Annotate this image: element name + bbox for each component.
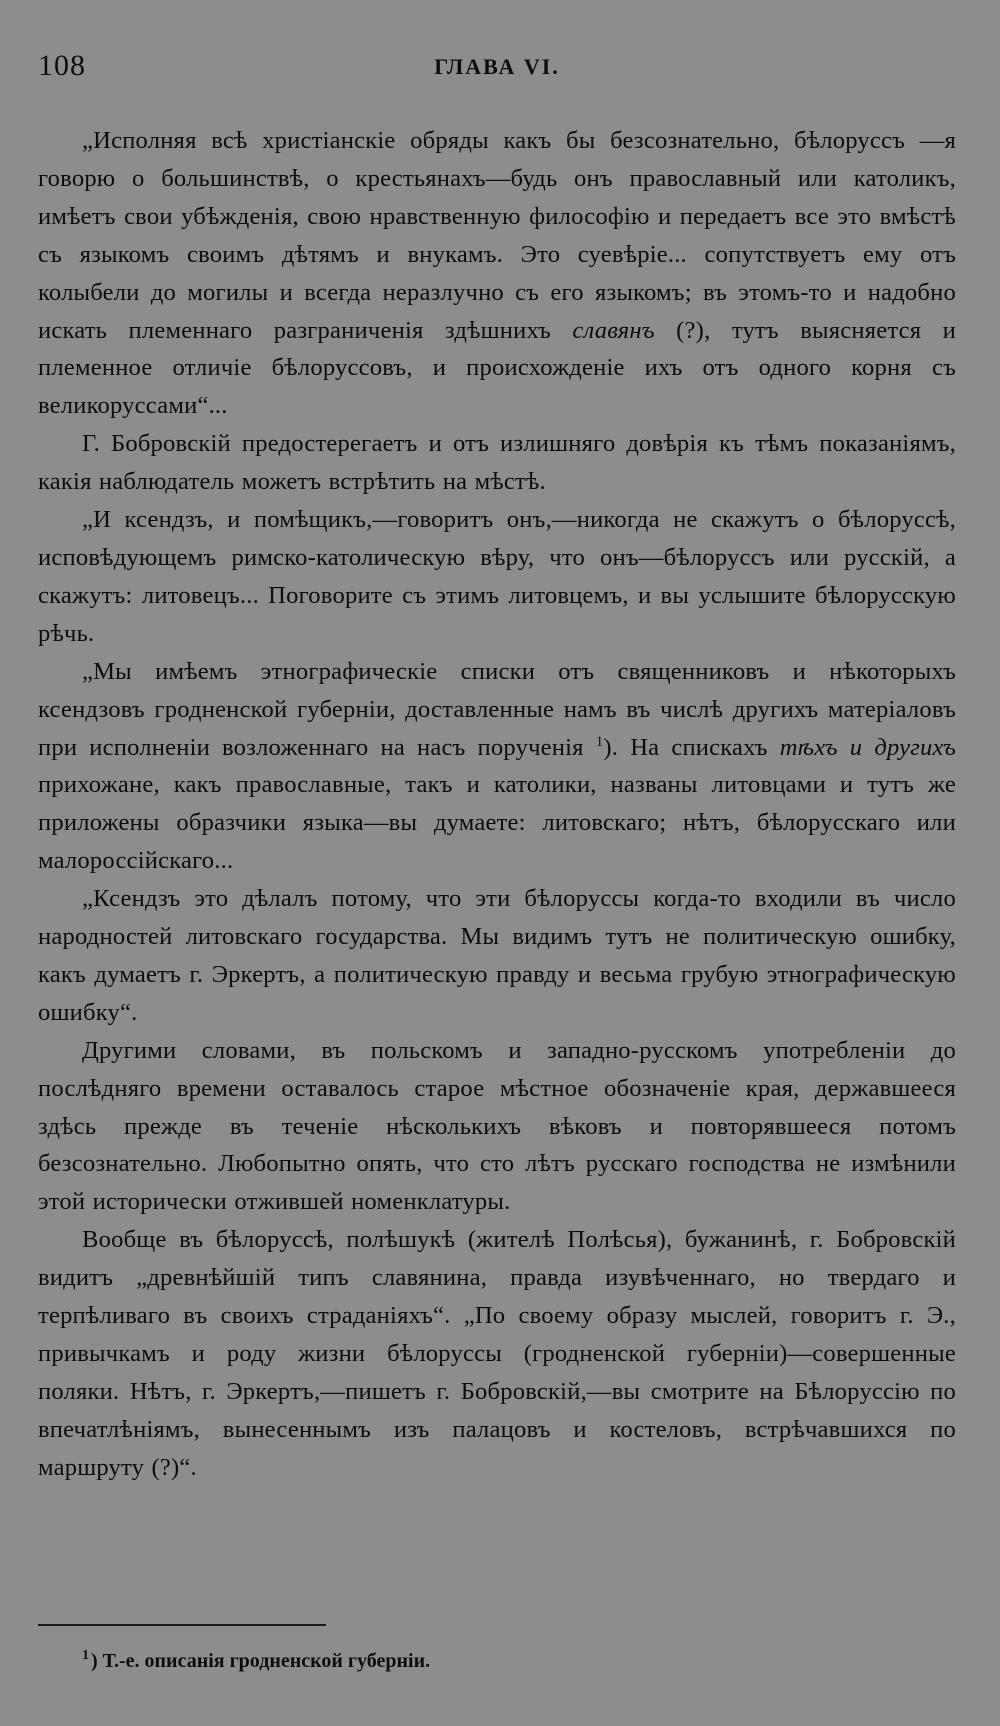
footnote-text: ) Т.-е. описанія гродненской губерніи.: [91, 1650, 431, 1672]
text-run: „Исполняя всѣ христіанскіе обряды какъ бы безсознательно, бѣлоруссъ —я говорю о большинствѣ, о крестьянахъ—будь онъ православный или католикъ, имѣетъ свои убѣжденія, свою нравственную философію и передаетъ все это вмѣстѣ съ языкомъ своимъ дѣтямъ и внукамъ. Это суевѣріе... сопутствуетъ ему отъ колыбели до могилы и всегда неразлучно съ его языкомъ; въ этомъ-то и надобно искать племеннаго разграниченія здѣшнихъ: [38, 127, 956, 344]
paragraph-quote-political-error: [38, 880, 956, 1032]
footnote-reference: 1: [595, 733, 604, 750]
text-run: Другими словами, въ польскомъ и западно-русскомъ употребленіи до послѣдняго времени оставалось старое мѣстное обозначеніе края, державшееся здѣсь прежде въ теченіе нѣсколькихъ вѣковъ и повторявшееся потомъ безсознательно. Любопытно опять, что сто лѣтъ русскаго господства не измѣнили этой исторически отжившей номенклатуры.: [38, 1036, 956, 1216]
text-run: „Мы имѣемъ этнографическіе списки отъ священниковъ и нѣкоторыхъ ксендзовъ гродненской губерніи, доставленные намъ въ числѣ другихъ матеріаловъ при исполненіи возложеннаго на насъ порученія: [38, 657, 956, 761]
footnote-divider: [38, 1624, 326, 1626]
text-run: ). На спискахъ: [603, 733, 780, 761]
text-run: „И ксендзъ, и помѣщикъ,—говоритъ онъ,—никогда не скажутъ о бѣлоруссѣ, исповѣдующемъ римско-католическую вѣру, что онъ—бѣлоруссъ или русскій, а скажутъ: литовецъ... Поговорите съ этимъ литовцемъ, и вы услышите бѣлорусскую рѣчь.: [38, 506, 956, 647]
running-head: ГЛАВА VI.: [434, 54, 560, 79]
page-body: [38, 122, 956, 1487]
footnote-marker: 1: [82, 1648, 89, 1664]
paragraph-quote-ksendz: [38, 501, 956, 653]
text-run: прихожане, какъ православные, такъ и католики, названы литовцами и тутъ же приложены образчики языка—вы думаете: литовскаго; нѣтъ, бѣлорусскаго или малороссійскаго...: [38, 771, 956, 875]
text-run: Вообще въ бѣлоруссѣ, полѣшукѣ (жителѣ Полѣсья), бужанинѣ, г. Бобровскій видитъ „древнѣйшій типъ славянина, правда изувѣченнаго, но твердаго и терпѣливаго въ своихъ страданіяхъ“. „По своему образу мыслей, говоритъ г. Э., привычкамъ и роду жизни бѣлоруссы (гродненской губерніи)—совершенные поляки. Нѣтъ, г. Эркертъ,—пишетъ г. Бобровскій,—вы смотрите на Бѣлоруссію по впечатлѣніямъ, вынесеннымъ изъ палацовъ и костеловъ, встрѣчавшихся по маршруту (?)“.: [38, 1226, 956, 1481]
italic-run: тѣхъ и другихъ: [779, 733, 957, 761]
text-run: Г. Бобровскій предостерегаетъ и отъ излишняго довѣрія къ тѣмъ показаніямъ, какія наблюдатель можетъ встрѣтить на мѣстѣ.: [38, 430, 956, 496]
footnote: [82, 1646, 956, 1676]
page-number: 108: [38, 49, 86, 82]
paragraph-bobrovsky-view: [38, 1221, 956, 1486]
paragraph-warning: [38, 425, 956, 501]
paragraph-other-words: [38, 1032, 956, 1222]
italic-run: славянъ: [572, 316, 655, 344]
page-header: [38, 46, 956, 86]
paragraph-quote-superstition: [38, 122, 956, 425]
paragraph-quote-lists: [38, 653, 956, 880]
text-run: (?), тутъ выясняется и племенное отличіе бѣлоруссовъ, и происхожденіе ихъ отъ одного корня съ великоруссами“...: [38, 316, 956, 420]
text-run: „Ксендзъ это дѣлалъ потому, что эти бѣлоруссы когда-то входили въ число народностей литовскаго государства. Мы видимъ тутъ не политическую ошибку, какъ думаетъ г. Эркертъ, а политическую правду и весьма грубую этнографическую ошибку“.: [38, 885, 956, 1026]
